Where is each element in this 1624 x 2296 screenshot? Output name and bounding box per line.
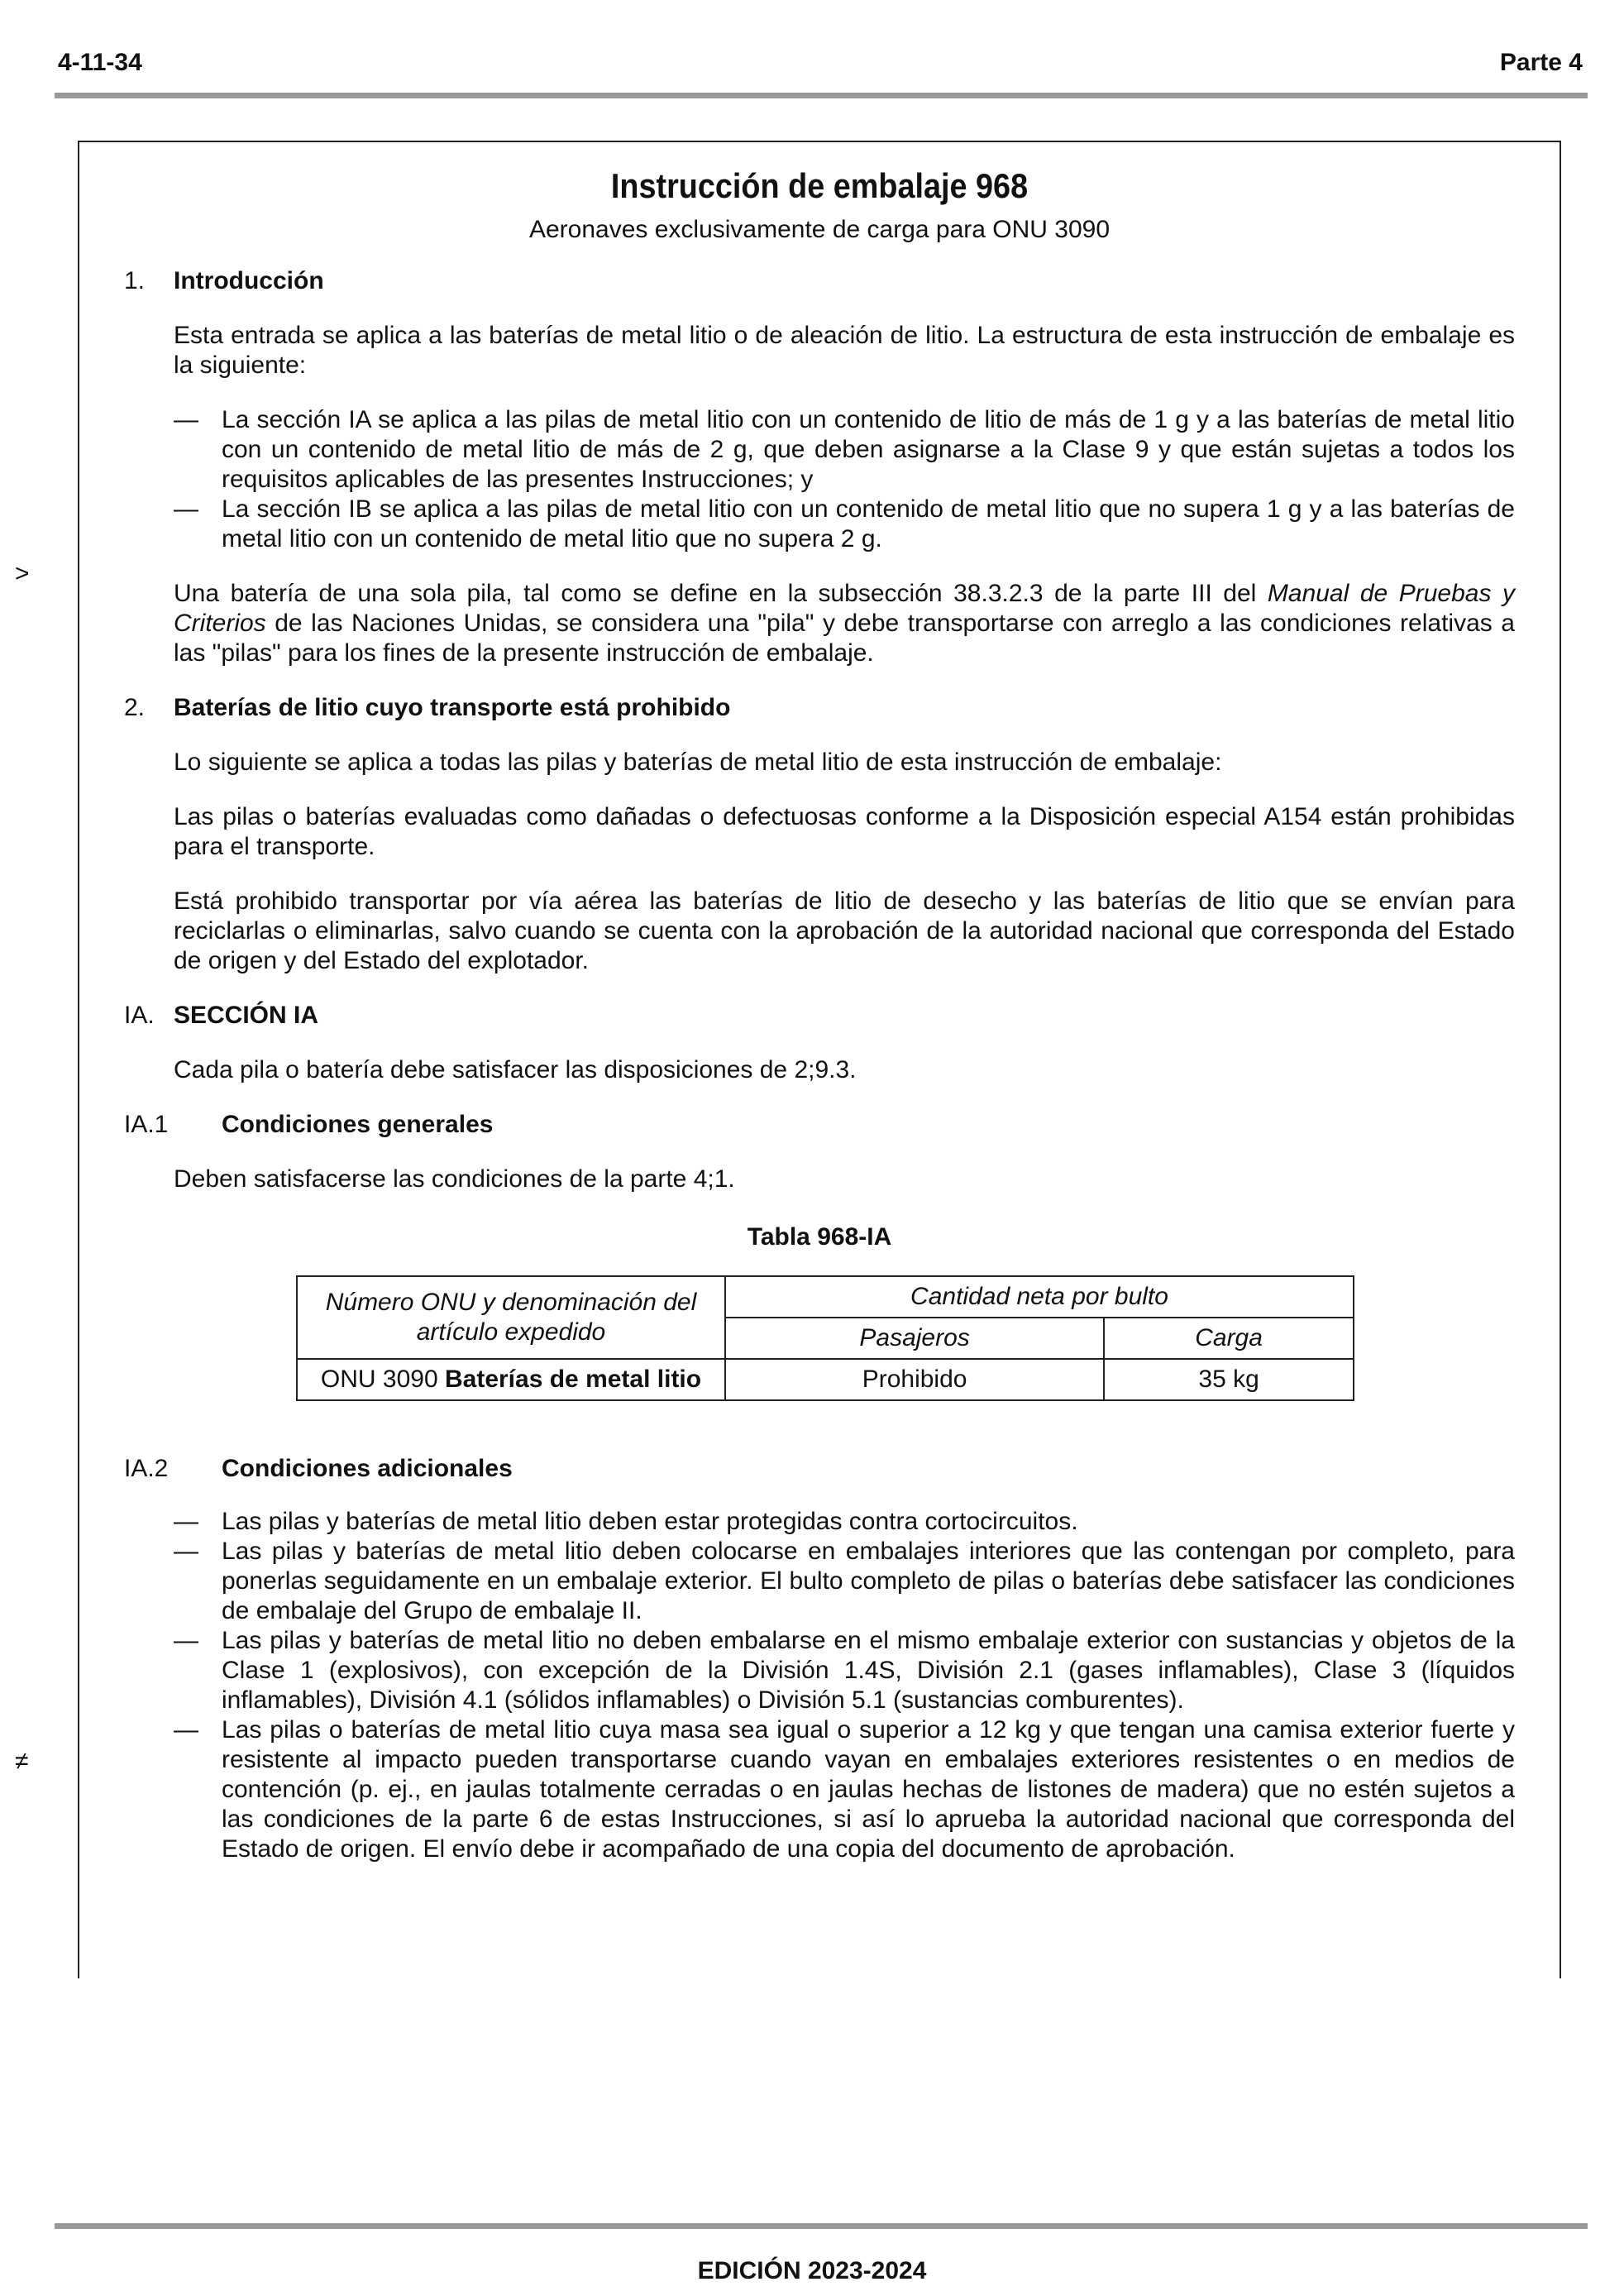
list-item-text: Las pilas y baterías de metal litio deben colocarse en embalajes interiores que las contengan por completo, para ponerlas seguidamente en un embalaje exterior. El bulto completo de pilas o baterías debe satisfacer las condiciones de embalaje del Grupo de embalaje II. — [222, 1538, 1515, 1625]
cell-carga: 35 kg — [1104, 1359, 1354, 1400]
section-number: IA.2 — [124, 1455, 169, 1483]
page-title: Instrucción de embalaje 968 — [610, 166, 1029, 205]
section-label: SECCIÓN IA — [174, 1002, 319, 1030]
list-item — [174, 1626, 1515, 1715]
paragraph — [174, 579, 1515, 668]
list-item — [174, 1715, 1515, 1864]
list-item — [174, 405, 1515, 495]
text-run: Una batería de una sola pila, tal como se define en la subsección 38.3.2.3 de la parte III del — [174, 580, 1268, 608]
dash-marker: — — [174, 406, 198, 434]
dash-marker: — — [174, 1716, 198, 1744]
cell-un-name — [297, 1359, 725, 1400]
section-label: Introducción — [174, 267, 324, 295]
paragraph: Está prohibido transportar por vía aérea las baterías de litio de desecho y las baterías de litio que se envían para reciclarlas o eliminarlas, salvo cuando se cuenta con la aprobación de la autoridad nacional que corresponda del Estado de origen y del Estado del explotador. — [174, 887, 1515, 975]
table-row — [297, 1359, 1354, 1400]
cell-pasajeros: Prohibido — [725, 1359, 1104, 1400]
col-header-carga: Carga — [1104, 1318, 1354, 1359]
paragraph: Cada pila o batería debe satisfacer las disposiciones de 2;9.3. — [174, 1056, 857, 1084]
list-item — [174, 1507, 1515, 1537]
document-content — [124, 165, 1515, 1864]
footer-rule — [55, 2223, 1588, 2229]
section-2-heading — [124, 693, 1515, 723]
table-header-row — [297, 1276, 1354, 1318]
section-number: 1. — [124, 267, 146, 295]
part-label: Parte 4 — [1499, 49, 1583, 76]
col-header-net-quantity: Cantidad neta por bulto — [725, 1276, 1354, 1318]
page-reference: 4-11-34 — [58, 49, 142, 76]
paragraph: Las pilas o baterías evaluadas como dañadas o defectuosas conforme a la Disposición especial A154 están prohibidas para el transporte. — [174, 803, 1515, 861]
list-item-text: La sección IA se aplica a las pilas de metal litio con un contenido de litio de más de 1 g y a las baterías de metal litio con un contenido de metal litio de más de 2 g, que deben asignarse a la Clase 9 y que están sujetas a todos los requisitos aplicables de las presentes Instrucciones; y — [222, 406, 1515, 494]
section-number: 2. — [124, 694, 146, 722]
bullet-list — [174, 405, 1515, 554]
section-ia2-heading — [124, 1454, 1515, 1484]
list-item — [174, 495, 1515, 554]
paragraph: Esta entrada se aplica a las baterías de metal litio o de aleación de litio. La estructura de esta instrucción de embalaje es la siguiente: — [174, 322, 1515, 380]
section-ia1-heading — [124, 1110, 1515, 1140]
article-name: Baterías de metal litio — [444, 1366, 702, 1394]
dash-marker: — — [174, 495, 198, 524]
section-label: Condiciones adicionales — [222, 1455, 513, 1483]
list-item-text: Las pilas y baterías de metal litio deben estar protegidas contra cortocircuitos. — [222, 1508, 1078, 1536]
bullet-list — [174, 1507, 1515, 1864]
list-item — [174, 1537, 1515, 1626]
paragraph: Deben satisfacerse las condiciones de la parte 4;1. — [174, 1165, 735, 1193]
page-subtitle: Aeronaves exclusivamente de carga para ONU 3090 — [528, 216, 1111, 244]
quantity-table — [296, 1275, 1354, 1401]
paragraph: Lo siguiente se aplica a todas las pilas y baterías de metal litio de esta instrucción de embalaje: — [174, 749, 1222, 777]
section-label: Condiciones generales — [222, 1111, 494, 1139]
text-run: de las Naciones Unidas, se considera una "pila" y debe transportarse con arreglo a las condiciones relativas a las "pilas" para los fines de la presente instrucción de embalaje. — [174, 610, 1515, 667]
un-number: ONU 3090 — [320, 1366, 445, 1394]
header-rule — [55, 93, 1588, 98]
manual-title: Manual de Pruebas y Criterios — [174, 580, 1515, 638]
section-label: Baterías de litio cuyo transporte está prohibido — [174, 694, 731, 722]
list-item-text: Las pilas o baterías de metal litio cuya masa sea igual o superior a 12 kg y que tengan una camisa exterior fuerte y resistente al impacto pueden transportarse cuando vayan en embalajes exteriores resistentes o en medios de contención (p. ej., en jaulas totalmente cerradas o en jaulas hechas de listones de madera) que no estén sujetos a las condiciones de la parte 6 de estas Instrucciones, si así lo aprueba la autoridad nacional que corresponda del Estado de origen. El envío debe ir acompañado de una copia del documento de aprobación. — [222, 1716, 1515, 1863]
table-caption: Tabla 968-IA — [747, 1223, 892, 1251]
section-1-heading — [124, 266, 1515, 296]
edition-label: EDICIÓN 2023-2024 — [697, 2257, 927, 2284]
dash-marker: — — [174, 1538, 198, 1566]
margin-mark-not-equal: ≠ — [15, 1748, 29, 1775]
section-number: IA.1 — [124, 1111, 169, 1139]
section-number: IA. — [124, 1002, 155, 1030]
list-item-text: Las pilas y baterías de metal litio no deben embalarse en el mismo embalaje exterior con sustancias y objetos de la Clase 1 (explosivos), con excepción de la División 1.4S, División 2.1 (gases inflamables), Clase 3 (líquidos inflamables), División 4.1 (sólidos inflamables) o División 5.1 (sustancias comburentes). — [222, 1627, 1515, 1715]
dash-marker: — — [174, 1627, 198, 1655]
margin-mark-greater: > — [15, 560, 30, 587]
section-ia-heading — [124, 1001, 1515, 1031]
col-header-pasajeros: Pasajeros — [725, 1318, 1104, 1359]
col-header-un-name: Número ONU y denominación del artículo expedido — [297, 1276, 725, 1359]
list-item-text: La sección IB se aplica a las pilas de metal litio con un contenido de metal litio que no supera 1 g y a las baterías de metal litio con un contenido de metal litio que no supera 2 g. — [222, 495, 1515, 553]
dash-marker: — — [174, 1508, 198, 1536]
